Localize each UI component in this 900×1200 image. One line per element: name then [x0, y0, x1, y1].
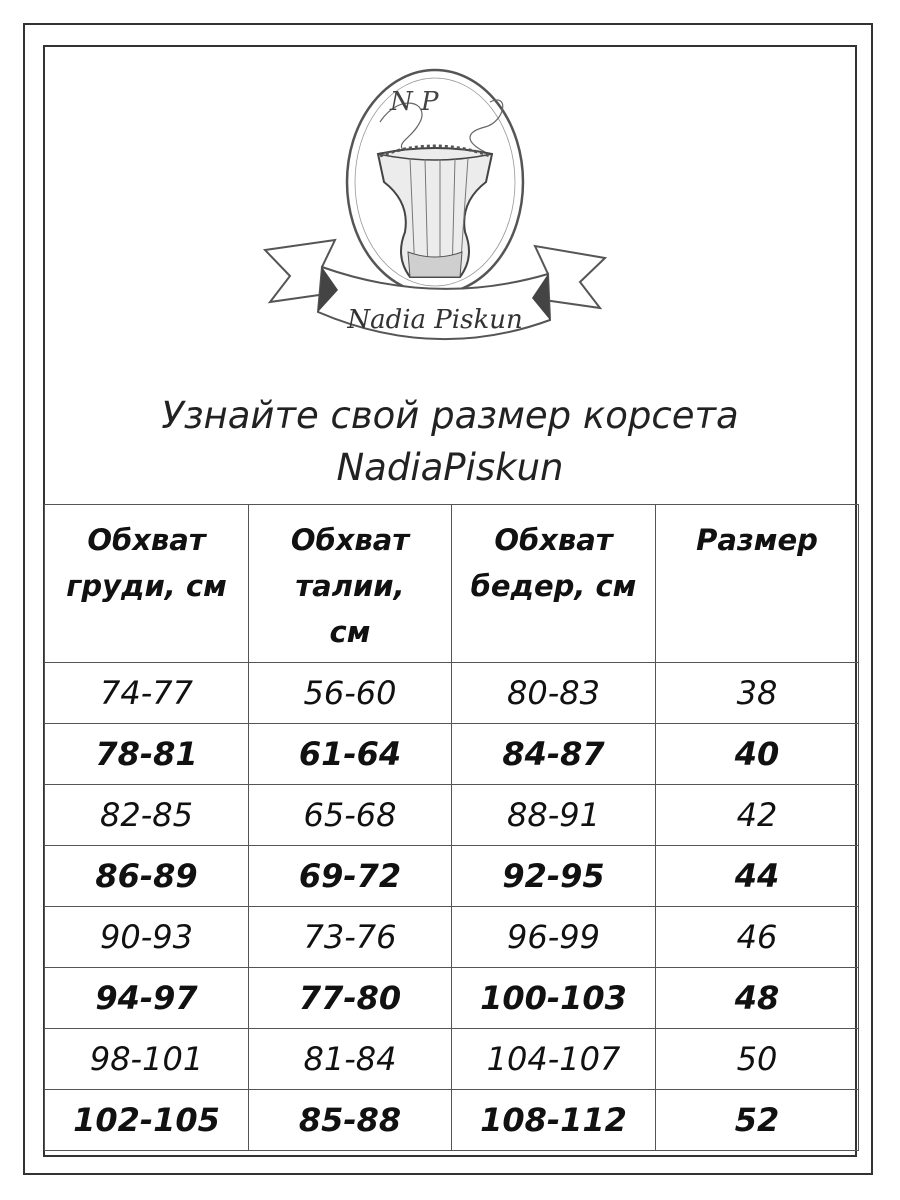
- cell-waist: 81-84: [249, 1029, 452, 1090]
- brand-logo: [260, 62, 610, 362]
- table-row: [45, 785, 859, 846]
- table-row: [45, 968, 859, 1029]
- cell-waist: 65-68: [249, 785, 452, 846]
- cell-hips: 96-99: [452, 907, 656, 968]
- cell-waist: 61-64: [249, 724, 452, 785]
- cell-waist: 56-60: [249, 663, 452, 724]
- cell-hips: 84-87: [452, 724, 656, 785]
- cell-waist: 85-88: [249, 1090, 452, 1151]
- table-row: [45, 846, 859, 907]
- cell-size: 52: [656, 1090, 859, 1151]
- cell-size: 46: [656, 907, 859, 968]
- table-row: [45, 724, 859, 785]
- logo-initials: N P: [390, 87, 439, 117]
- header-waist: Обхват талии, см: [249, 505, 452, 663]
- cell-hips: 88-91: [452, 785, 656, 846]
- table-row: [45, 907, 859, 968]
- cell-hips: 80-83: [452, 663, 656, 724]
- cell-size: 50: [656, 1029, 859, 1090]
- title-line-2: NadiaPiskun: [336, 446, 564, 489]
- cell-size: 44: [656, 846, 859, 907]
- table-row: [45, 1090, 859, 1151]
- header-bust: Обхват груди, см: [45, 505, 249, 663]
- title-line-1: Узнайте свой размер корсета: [161, 394, 739, 437]
- cell-bust: 90-93: [45, 907, 249, 968]
- cell-bust: 82-85: [45, 785, 249, 846]
- cell-waist: 69-72: [249, 846, 452, 907]
- cell-size: 38: [656, 663, 859, 724]
- table-row: [45, 1029, 859, 1090]
- cell-hips: 100-103: [452, 968, 656, 1029]
- header-hips: Обхват бедер, см: [452, 505, 656, 663]
- table-header-row: [45, 505, 859, 663]
- cell-bust: 98-101: [45, 1029, 249, 1090]
- cell-hips: 92-95: [452, 846, 656, 907]
- header-size: Размер: [656, 505, 859, 663]
- corset-emblem-icon: [260, 62, 610, 362]
- logo-brand-script: Nadia Piskun: [347, 305, 523, 335]
- table-row: [45, 663, 859, 724]
- cell-waist: 77-80: [249, 968, 452, 1029]
- size-chart-table: [44, 504, 859, 1151]
- cell-size: 42: [656, 785, 859, 846]
- cell-hips: 104-107: [452, 1029, 656, 1090]
- page-title: [45, 390, 855, 494]
- cell-size: 40: [656, 724, 859, 785]
- cell-hips: 108-112: [452, 1090, 656, 1151]
- cell-bust: 102-105: [45, 1090, 249, 1151]
- cell-bust: 86-89: [45, 846, 249, 907]
- cell-bust: 94-97: [45, 968, 249, 1029]
- cell-bust: 78-81: [45, 724, 249, 785]
- cell-bust: 74-77: [45, 663, 249, 724]
- cell-waist: 73-76: [249, 907, 452, 968]
- cell-size: 48: [656, 968, 859, 1029]
